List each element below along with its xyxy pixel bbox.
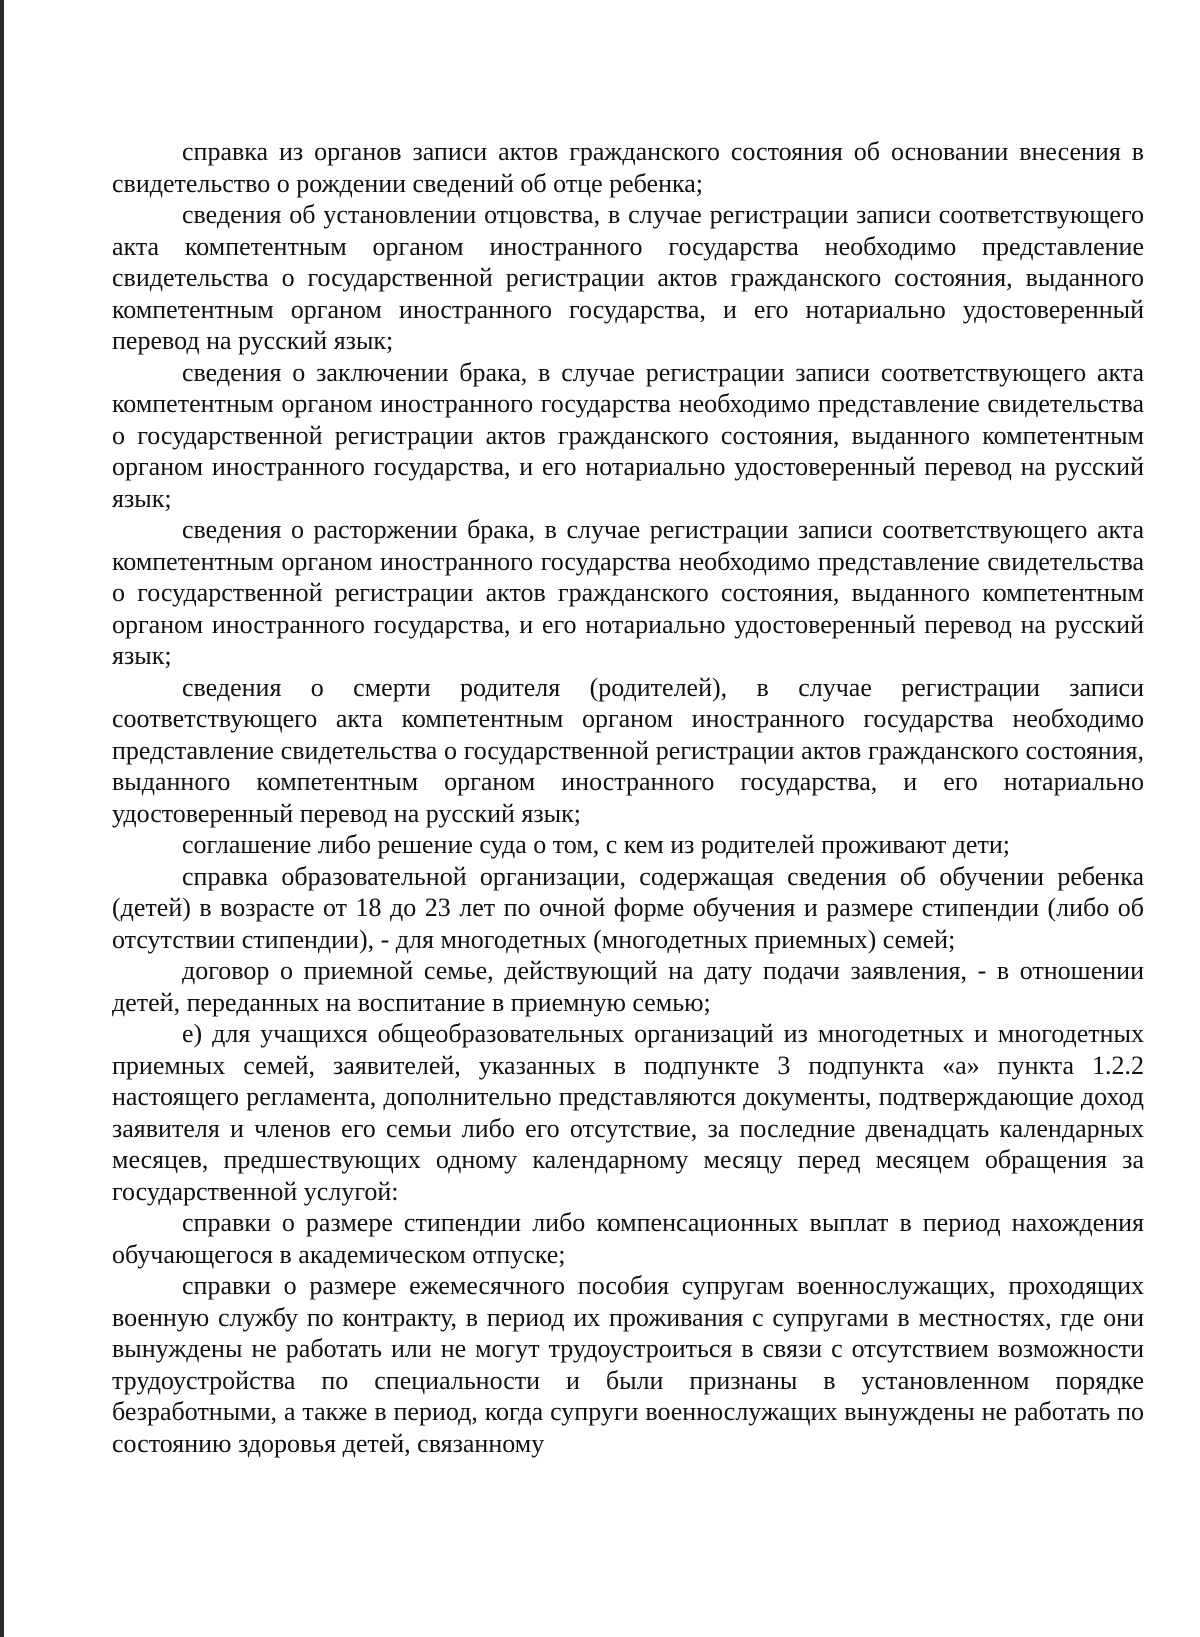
scan-edge-shadow	[0, 0, 4, 1637]
paragraph-military-spouse-allowance: справки о размере ежемесячного пособия супругам военнослужащих, проходящих военную службу по контракту, в период их проживания с супругами в местностях, где они вынуждены не работать или не могут трудоустроиться в связи с отсутствием возможности трудоустройства по специальности и были признаны в установленном порядке безработными, а также в период, когда супруги военнослужащих вынуждены не работать по состоянию здоровья детей, связанному	[112, 1271, 1144, 1458]
paragraph-education-certificate: справка образовательной организации, содержащая сведения об обучении ребенка (детей) в возрасте от 18 до 23 лет по очной форме обучения и размере стипендии (либо об отсутствии стипендии), - для многодетных (многодетных приемных) семей;	[112, 861, 1144, 954]
paragraph-foster-contract: договор о приемной семье, действующий на дату подачи заявления, - в отношении детей, переданных на воспитание в приемную семью;	[112, 956, 1144, 1017]
paragraph-stipend-certificate: справки о размере стипендии либо компенсационных выплат в период нахождения обучающегося в академическом отпуске;	[112, 1208, 1144, 1269]
paragraph-item-e: е) для учащихся общеобразовательных организаций из многодетных и многодетных приемных семей, заявителей, указанных в подпункте 3 подпункта «а» пункта 1.2.2 настоящего регламента, дополнительно представляются документы, подтверждающие доход заявителя и членов его семьи либо его отсутствие, за последние двенадцать календарных месяцев, предшествующих одному календарному месяцу перед месяцем обращения за государственной услугой:	[112, 1019, 1144, 1206]
paragraph-paternity: сведения об установлении отцовства, в случае регистрации записи соответствующего акта компетентным органом иностранного государства необходимо представление свидетельства о государственной регистрации актов гражданского состояния, выданного компетентным органом иностранного государства, и его нотариально удостоверенный перевод на русский язык;	[112, 200, 1144, 355]
paragraph-marriage: сведения о заключении брака, в случае регистрации записи соответствующего акта компетентным органом иностранного государства необходимо представление свидетельства о государственной регистрации актов гражданского состояния, выданного компетентным органом иностранного государства, и его нотариально удостоверенный перевод на русский язык;	[112, 357, 1144, 513]
paragraph-custody-agreement: соглашение либо решение суда о том, с кем из родителей проживают дети;	[182, 830, 1010, 859]
paragraph-divorce: сведения о расторжении брака, в случае регистрации записи соответствующего акта компетентным органом иностранного государства необходимо представление свидетельства о государственной регистрации актов гражданского состояния, выданного компетентным органом иностранного государства, и его нотариально удостоверенный перевод на русский язык;	[112, 515, 1144, 670]
paragraph-parent-death: сведения о смерти родителя (родителей), в случае регистрации записи соответствующего акта компетентным органом иностранного государства необходимо представление свидетельства о государственной регистрации актов гражданского состояния, выданного компетентным органом иностранного государства, и его нотариально удостоверенный перевод на русский язык;	[112, 672, 1144, 828]
document-body	[112, 136, 1144, 1459]
paragraph-birth-record-certificate: справка из органов записи актов гражданского состояния об основании внесения в свидетельство о рождении сведений об отце ребенка;	[112, 137, 1144, 198]
